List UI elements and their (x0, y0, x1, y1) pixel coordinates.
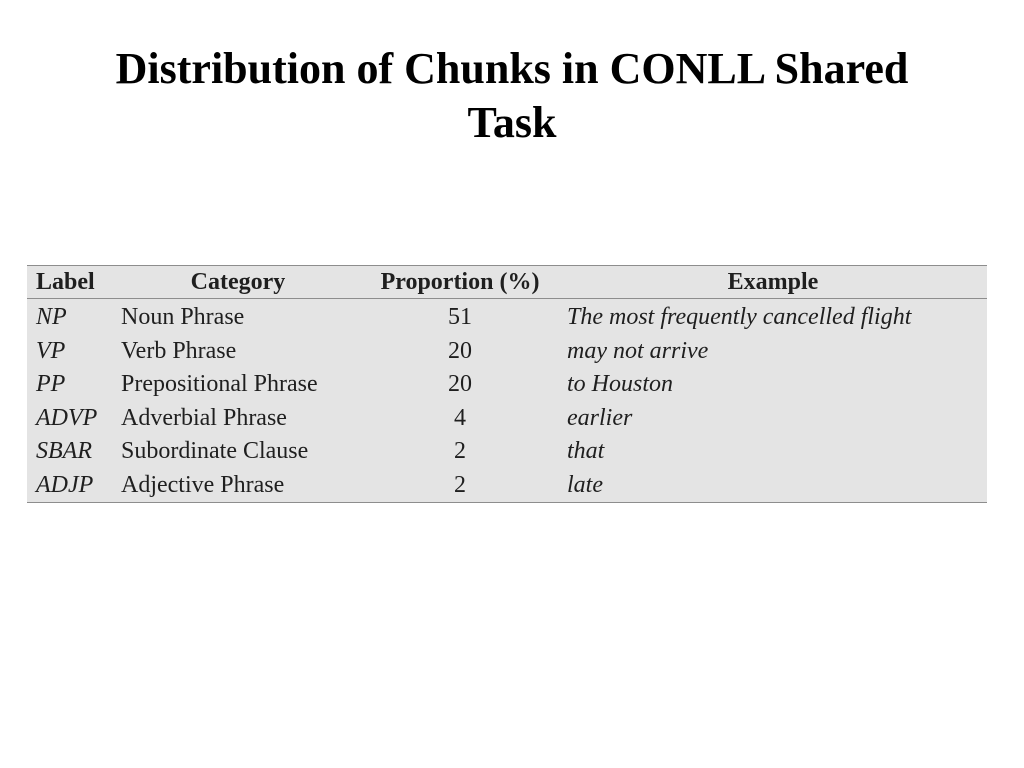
row-category: Adverbial Phrase (121, 404, 287, 431)
table-row (27, 299, 987, 335)
chunk-distribution-table-image (27, 265, 987, 503)
row-example: that (567, 438, 605, 465)
row-label: NP (36, 304, 67, 331)
row-proportion: 2 (454, 471, 466, 498)
row-category: Verb Phrase (121, 337, 237, 364)
row-label: ADVP (36, 404, 98, 431)
table-row (27, 368, 987, 402)
row-proportion: 20 (448, 371, 472, 398)
header-label: Label (27, 266, 115, 299)
row-label: VP (36, 337, 66, 364)
chunk-distribution-table (27, 266, 987, 502)
row-proportion: 51 (448, 304, 472, 331)
row-proportion: 20 (448, 337, 472, 364)
row-proportion: 4 (454, 404, 466, 431)
row-label: ADJP (36, 471, 94, 498)
row-label: SBAR (36, 438, 92, 465)
row-label: PP (36, 371, 66, 398)
header-category: Category (115, 266, 361, 299)
row-example: late (567, 471, 603, 498)
table-row (27, 402, 987, 436)
row-example: to Houston (567, 371, 674, 398)
row-proportion: 2 (454, 438, 466, 465)
row-example: The most frequently cancelled flight (567, 304, 912, 331)
header-example: Example (559, 266, 987, 299)
row-category: Adjective Phrase (121, 471, 285, 498)
row-category: Noun Phrase (121, 304, 245, 331)
row-category: Subordinate Clause (121, 438, 309, 465)
table-header-row (27, 266, 987, 299)
table-row (27, 335, 987, 369)
header-proportion: Proportion (%) (361, 266, 559, 299)
table-row (27, 469, 987, 503)
table-row (27, 435, 987, 469)
row-category: Prepositional Phrase (121, 371, 318, 398)
row-example: may not arrive (567, 337, 709, 364)
slide-title: Distribution of Chunks in CONLL Shared Task (115, 44, 909, 147)
row-example: earlier (567, 404, 633, 431)
